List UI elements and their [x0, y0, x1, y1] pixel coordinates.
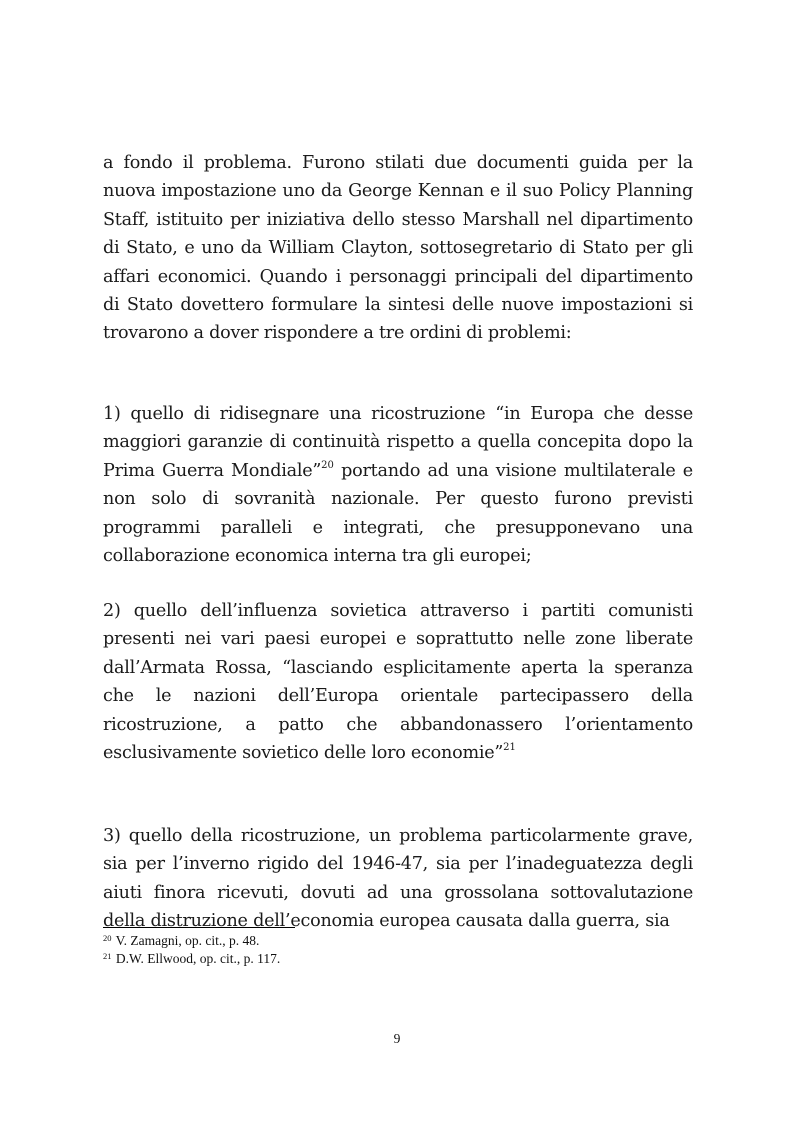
paragraph-text: 2) quello dell’influenza sovietica attraverso i partiti comunisti presenti nei vari paesi europei e soprattutto nelle zone liberate dall’Armata Rossa, “lasciando esplicitamente aperta la speranza che le nazioni dell’Europa orientale partecipassero della ricostruzione, a patto che abbandonassero l’orientamento esclusivamente sovietico delle loro economie” [103, 601, 693, 764]
footnote-21 [103, 950, 693, 968]
footnote-number: 21 [103, 950, 112, 961]
paragraph-point-2 [103, 597, 693, 767]
paragraph-point-3 [103, 822, 693, 936]
paragraph-text: 3) quello della ricostruzione, un problema particolarmente grave, sia per l’inverno rigido del 1946-47, sia per l’inadeguatezza degli aiuti finora ricevuti, dovuti ad una grossolana sottovalutazione della distruzione dell’economia europea causata dalla guerra, sia [103, 826, 693, 932]
paragraph-text-continued: portando ad una visione multilaterale e non solo di sovranità nazionale. Per questo furono previsti programmi paralleli e integrati, che presupponevano una collaborazione economica interna tra gli europei; [103, 460, 693, 567]
paragraph-intro [103, 149, 693, 348]
page-number: 9 [393, 1031, 401, 1046]
footnote-reference-20[interactable]: 20 [321, 459, 334, 471]
paragraph-text: a fondo il problema. Furono stilati due documenti guida per la nuova impostazione uno da George Kennan e il suo Policy Planning Staff, istituito per iniziativa dello stesso Marshall nel dipartimento di Stato, e uno da William Clayton, sottosegretario di Stato per gli affari economici. Quando i personaggi principali del dipartimento di Stato dovettero formulare la sintesi delle nuove impostazioni si trovarono a dover rispondere a tre ordini di problemi: [103, 153, 693, 344]
footnote-number: 20 [103, 933, 112, 943]
footnote-text: V. Zamagni, op. cit., p. 48. [112, 933, 260, 948]
footnote-text: D.W. Ellwood, op. cit., p. 117. [112, 950, 281, 966]
paragraph-point-1 [103, 400, 693, 570]
footnote-20 [103, 932, 693, 950]
footnote-reference-21[interactable]: 21 [503, 742, 516, 754]
footnotes [103, 932, 693, 967]
footnote-separator [103, 927, 295, 928]
paragraph-text: 1) quello di ridisegnare una ricostruzione “in Europa che desse maggiori garanzie di continuità rispetto a quella concepita dopo la Prima Guerra Mondiale” [103, 404, 693, 481]
